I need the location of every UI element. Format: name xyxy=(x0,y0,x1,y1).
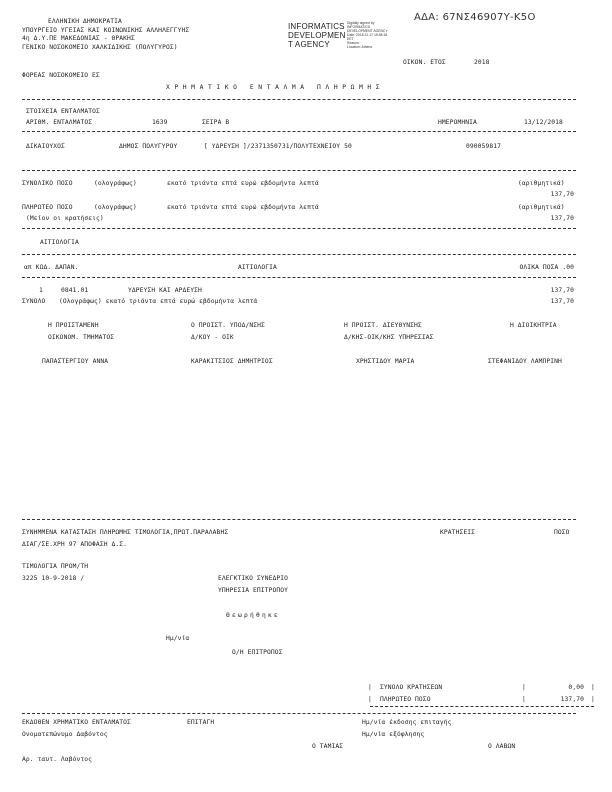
payable-in-numbers-label: (αριθμητικά) xyxy=(518,204,565,211)
signature-org-line3: T AGENCY xyxy=(288,40,330,49)
summary-bar: | xyxy=(522,696,526,703)
divider xyxy=(22,277,576,278)
commissioner-service: ΥΠΗΡΕΣΙΑ ΕΠΙΤΡΟΠΟΥ xyxy=(218,587,289,594)
divider xyxy=(22,519,576,520)
invoice-details: 3225 10-9-2018 / xyxy=(22,575,85,582)
entalma-series: ΣΕΙΡΑ Β xyxy=(202,119,230,126)
summary-bar: | xyxy=(368,684,372,691)
beneficiary-label: ΔΙΚΑΙΟΥΧΟΣ xyxy=(26,143,65,150)
control-date-label: Ημ/νία xyxy=(166,635,190,642)
amount-column-label: ΠΟΣΟ xyxy=(554,529,570,536)
signatory-title-3: Η ΠΡΟΙΣΤ. ΔΙΕΥΘΥΝΣΗΣ xyxy=(344,322,422,329)
signatory-title-4: Η ΔΙΟΙΚΗΤΡΙΑ xyxy=(510,322,557,329)
row-amount: 137,70 xyxy=(550,287,574,294)
payment-date: Ημ/νία εξόφλησης xyxy=(362,731,425,738)
divider xyxy=(22,254,576,255)
summary-bar: | xyxy=(368,696,372,703)
approved-stamp: Θεωρήθηκε xyxy=(226,612,280,619)
divider xyxy=(22,170,576,171)
total-in-words-label: (ολογράφως) xyxy=(94,180,137,187)
justification-label: ΑΙΤΙΟΛΟΓΙΑ xyxy=(40,239,79,246)
divider xyxy=(370,706,594,707)
header-region: 4η Δ.Υ.ΠΕ ΜΑΚΕΔΟΝΙΑΣ - ΘΡΑΚΗΣ xyxy=(22,35,135,42)
deductions-column-label: ΚΡΑΤΗΣΕΙΣ xyxy=(440,529,476,536)
signature-detail: INFORMATICS xyxy=(347,25,371,29)
page-title: ΧΡΗΜΑΤΙΚΟ ΕΝΤΑΛΜΑ ΠΛΗΡΩΜΗΣ xyxy=(166,84,385,91)
total-label: ΣΥΝΟΛΙΚΟ ΠΟΣΟ xyxy=(22,180,73,187)
payable-amount: 137,70 xyxy=(550,215,574,222)
entalma-date-label: ΗΜΕΡΟΜΗΝΙΑ xyxy=(438,119,477,126)
signatory-title-1: Η ΠΡΟΙΣΤΑΜΕΝΗ xyxy=(48,322,99,329)
signature-detail: Reason: xyxy=(347,41,360,45)
divider xyxy=(22,131,576,132)
receiver-name-label: Ονοματεπώνυμο Δαβόντος xyxy=(22,731,108,738)
row-number: 1 xyxy=(39,287,43,294)
signature-org-line1: INFORMATICS xyxy=(288,22,345,31)
issue-label: ΕΚΔΟΘΕΝ ΧΡΗΜΑΤΙΚΟ ΕΝΤΑΛΜΑΤΟΣ xyxy=(22,719,131,726)
entalma-number-label: ΑΡΙΘΜ. ΕΝΤΑΛΜΑΤΟΣ xyxy=(26,119,93,126)
summary-bar: | xyxy=(522,684,526,691)
sum-amount: 137,70 xyxy=(550,298,574,305)
signature-org-line2: DEVELOPMEN xyxy=(288,31,346,40)
header-republic: ΕΛΛΗΝΙΚΗ ΔΗΜΟΚΡΑΤΙΑ xyxy=(48,18,122,25)
payable-in-words: εκατό τριάντα επτά ευρώ εβδομήντα λεπτά xyxy=(167,204,319,211)
divider xyxy=(22,99,576,100)
entalma-section-label: ΣΤΟΙΧΕΙΑ ΕΝΤΑΛΜΑΤΟΣ xyxy=(26,108,100,115)
signatory-name-3: ΧΡΗΣΤΙΔΟΥ ΜΑΡΙΑ xyxy=(356,358,415,365)
header-hospital: ΓΕΝΙΚΟ ΝΟΣΟΚΟΜΕΙΟ ΧΑΛΚΙΔΙΚΗΣ (ΠΟΛΥΓΥΡΟΣ) xyxy=(22,44,178,51)
payable-in-words-label: (ολογράφως) xyxy=(94,204,137,211)
check-label: ΕΠΙΤΑΓΗ xyxy=(187,719,215,726)
signature-detail: Location: Athens xyxy=(347,45,373,49)
signature-detail: Date: 2018.12.17 15:38:18 xyxy=(347,33,388,37)
signatory-subtitle-3: Δ/ΚΗΣ-ΟΙΚ/ΚΗΣ ΥΠΗΡΕΣΙΑΣ xyxy=(344,334,434,341)
audit-court: ΕΛΕΓΚΤΙΚΟ ΣΥΝΕΔΡΙΟ xyxy=(218,575,289,582)
header-ministry: ΥΠΟΥΡΓΕΙΟ ΥΓΕΙΑΣ ΚΑΙ ΚΟΙΝΩΝΙΚΗΣ ΑΛΛΗΛΕΓΓΥΗΣ xyxy=(22,27,190,34)
sum-in-words: (Ολογράφως) εκατό τριάντα επτά ευρώ εβδομήντα λεπτά xyxy=(59,298,258,305)
row-description: ΥΔΡΕΥΣΗ ΚΑΙ ΑΡΔΕΥΣΗ xyxy=(128,287,202,294)
attachments-line: ΣΥΝΗΜΜΕΝΑ ΚΑΤΑΣΤΑΣΗ ΠΛΗΡΩΜΗΣ ΤΙΜΟΛΟΓΙΑ,ΠΡΩΤ.ΠΑΡΑΛΑΒΗΣ xyxy=(22,529,229,536)
summary-bar: | xyxy=(591,696,595,703)
decision-line: ΔΙΑΓ/ΣΕ.ΧΡΗ 97 ΑΠΟΦΑΣΗ Δ.Σ. xyxy=(22,541,128,548)
receiver-id-label: Αρ. ταυτ. Λαβόντος xyxy=(22,756,93,763)
signatory-name-4: ΣΤΕΦΑΝΙΔΟΥ ΛΑΜΠΡΙΝΗ xyxy=(488,358,562,365)
col-header-desc: ΑΙΤΙΟΛΟΓΙΑ xyxy=(238,264,277,271)
col-header-code: απ ΚΩΔ. ΔΑΠΑΝ. xyxy=(24,264,79,271)
ada-code: ΑΔΑ: 67ΝΣ46907Υ-Κ5Ο xyxy=(414,12,536,23)
divider xyxy=(22,713,576,714)
signature-detail: Digitally signed by xyxy=(347,21,375,25)
summary-payable-label: ΠΛΗΡΩΤΕΟ ΠΟΣΟ xyxy=(380,696,431,703)
signatory-name-1: ΠΑΠΑΣΤΕΡΓΙΟΥ ΑΝΝΑ xyxy=(42,358,109,365)
total-amount: 137,70 xyxy=(550,191,574,198)
beneficiary-name: ΔΗΜΟΣ ΠΟΛΥΓΥΡΟΥ xyxy=(119,143,178,150)
fiscal-year-label: ΟΙΚΟΝ. ΕΤΟΣ xyxy=(403,59,446,66)
sum-label: ΣΥΝΟΛΟ xyxy=(22,298,46,305)
cashier-label: Ο ΤΑΜΙΑΣ xyxy=(312,743,344,750)
divider xyxy=(22,228,576,229)
check-issue-date: Ημ/νία έκδοσης επιταγής xyxy=(362,719,452,726)
payable-label: ΠΛΗΡΩΤΕΟ ΠΟΣΟ xyxy=(22,204,73,211)
signatory-subtitle-1: ΟΙΚΟΝΟΜ. ΤΜΗΜΑΤΟΣ xyxy=(48,334,115,341)
signatory-name-2: ΚΑΡΑΚΙΤΣΙΟΣ ΔΗΜΗΤΡΙΟΣ xyxy=(191,358,273,365)
beneficiary-afm: 090059817 xyxy=(466,143,502,150)
col-header-amount: ΟΛΙΚΑ ΠΟΣΑ .00 xyxy=(519,264,574,271)
beneficiary-detail: [ ΥΔΡΕΥΣΗ ]/2371350731/ΠΟΛΥΤΕΧΝΕΙΟΥ 50 xyxy=(204,143,352,150)
signatory-subtitle-2: Δ/ΚΟΥ - ΟΙΚ xyxy=(191,334,234,341)
invoice-label: ΤΙΜΟΛΟΓΙΑ ΠΡΟΜ/ΤΗ xyxy=(22,563,89,570)
summary-deductions: 0,00 xyxy=(568,684,584,691)
summary-deductions-label: ΣΥΝΟΛΟ ΚΡΑΤΗΣΕΩΝ xyxy=(380,684,443,691)
summary-payable: 137,70 xyxy=(560,696,584,703)
entalma-number: 1639 xyxy=(152,119,168,126)
signature-detail: EET xyxy=(347,37,354,41)
fiscal-year: 2018 xyxy=(474,59,490,66)
entalma-date: 13/12/2018 xyxy=(524,119,563,126)
total-in-numbers-label: (αριθμητικά) xyxy=(518,180,565,187)
row-code: 0841.01 xyxy=(61,287,89,294)
receiver-label: Ο ΛΑΒΩΝ xyxy=(488,743,516,750)
deductions-note: (Μείον οι κρατήσεις) xyxy=(26,215,104,222)
total-in-words: εκατό τριάντα επτά ευρώ εβδομήντα λεπτά xyxy=(167,180,319,187)
summary-bar: | xyxy=(591,684,595,691)
foreas: ΦΟΡΕΑΣ ΝΟΣΟΚΟΜΕΙΟ ΕΣ xyxy=(22,72,100,79)
commissioner-label: Ο/Η ΕΠΙΤΡΟΠΟΣ xyxy=(232,649,283,656)
signature-detail: DEVELOPMENT AGENCY xyxy=(347,29,388,33)
signatory-title-2: Ο ΠΡΟΙΣΤ. ΥΠΟΔ/ΝΣΗΣ xyxy=(191,322,265,329)
